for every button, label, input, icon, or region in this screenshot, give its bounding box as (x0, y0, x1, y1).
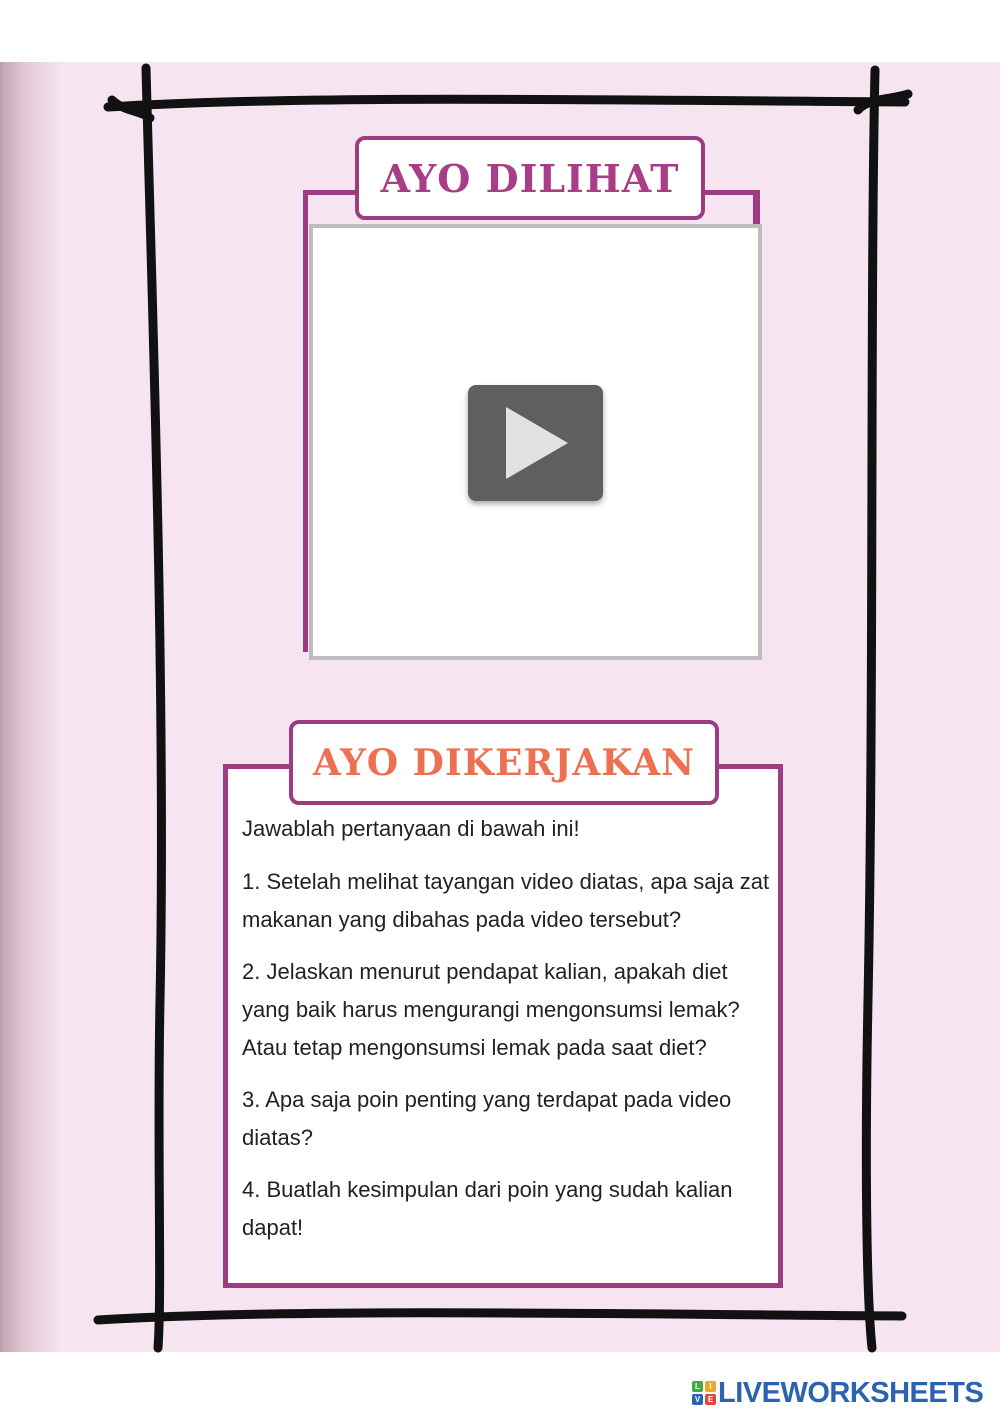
question-item: 2. Jelaskan menurut pendapat kalian, apakah diet yang baik harus mengurangi mengonsumsi lemak? Atau tetap mengonsumsi lemak pada saat diet? (242, 959, 740, 1060)
instruction-text: Jawablah pertanyaan di bawah ini! (242, 816, 580, 841)
question-item: 4. Buatlah kesimpulan dari poin yang sudah kalian dapat! (242, 1177, 733, 1240)
question-list (242, 810, 772, 1261)
work-section-title: AYO DIKERJAKAN (289, 720, 719, 805)
watch-section-title: AYO DILIHAT (355, 136, 705, 220)
video-play-button[interactable] (468, 385, 603, 501)
logo-text: LIVEWORKSHEETS (718, 1376, 984, 1409)
watch-section-outline-edge (753, 190, 760, 226)
liveworksheets-logo (692, 1376, 983, 1410)
question-item: 3. Apa saja poin penting yang terdapat pada video diatas? (242, 1087, 732, 1150)
logo-grid-icon: L I V E (692, 1381, 716, 1405)
page-spine-shadow (0, 62, 60, 1352)
play-icon (500, 403, 572, 483)
question-item: 1. Setelah melihat tayangan video diatas, apa saja zat makanan yang dibahas pada video tersebut? (242, 869, 770, 932)
